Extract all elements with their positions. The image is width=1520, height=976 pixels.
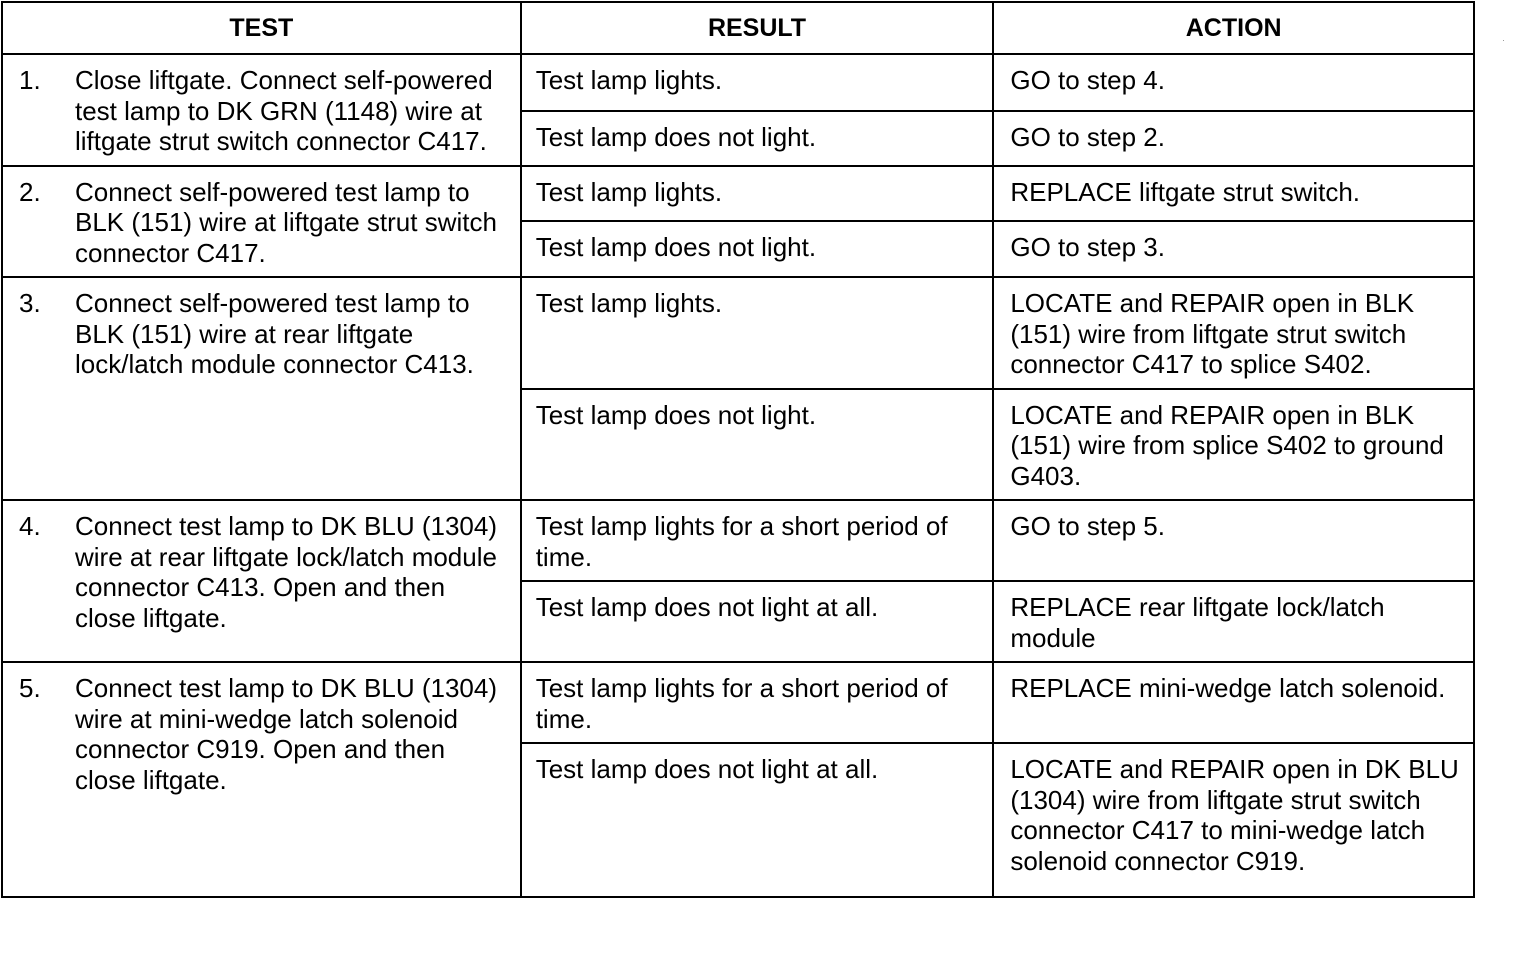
header-result: RESULT (521, 2, 994, 54)
test-cell-step-4 (2, 500, 521, 662)
header-action: ACTION (993, 2, 1474, 54)
result-cell: Test lamp lights. (521, 166, 994, 222)
result-cell: Test lamp lights for a short period of time. (521, 662, 994, 743)
result-cell: Test lamp does not light at all. (521, 743, 994, 897)
result-cell: Test lamp does not light. (521, 389, 994, 501)
scan-speck (1503, 40, 1504, 41)
table-row (2, 54, 1474, 111)
result-cell: Test lamp does not light. (521, 111, 994, 166)
header-test: TEST (2, 2, 521, 54)
action-cell: GO to step 2. (993, 111, 1474, 166)
step-number: 2. (19, 176, 41, 207)
step-test-text: Connect self-powered test lamp to BLK (151) wire at rear liftgate lock/latch module connector C413. (75, 288, 474, 379)
action-cell: GO to step 5. (993, 500, 1474, 581)
step-number: 5. (19, 673, 41, 703)
action-cell: LOCATE and REPAIR open in BLK (151) wire from liftgate strut switch connector C417 to splice S402. (993, 277, 1474, 389)
step-number: 1. (19, 65, 41, 95)
result-cell: Test lamp lights. (521, 277, 994, 389)
table-row (2, 277, 1474, 389)
test-cell-step-3 (2, 277, 521, 500)
action-cell: LOCATE and REPAIR open in BLK (151) wire from splice S402 to ground G403. (993, 389, 1474, 501)
table-row (2, 166, 1474, 222)
step-test-text: Connect test lamp to DK BLU (1304) wire at rear liftgate lock/latch module connector C413. Open and then close liftgate. (75, 511, 497, 633)
step-test-text: Close liftgate. Connect self-powered test lamp to DK GRN (1148) wire at liftgate strut switch connector C417. (75, 65, 493, 156)
table-row (2, 662, 1474, 743)
result-cell: Test lamp lights. (521, 54, 994, 111)
action-cell: GO to step 4. (993, 54, 1474, 111)
step-test-text: Connect self-powered test lamp to BLK (151) wire at liftgate strut switch connector C417. (75, 176, 497, 268)
test-cell-step-2 (2, 166, 521, 278)
result-cell: Test lamp does not light. (521, 221, 994, 277)
diagnostic-table (1, 1, 1475, 898)
step-number: 3. (19, 288, 41, 318)
header-row (2, 2, 1474, 54)
test-cell-step-1 (2, 54, 521, 166)
step-number: 4. (19, 511, 41, 541)
action-cell: REPLACE rear liftgate lock/latch module (993, 581, 1474, 662)
action-cell: REPLACE mini-wedge latch solenoid. (993, 662, 1474, 743)
test-cell-step-5 (2, 662, 521, 897)
action-cell: GO to step 3. (993, 221, 1474, 277)
action-cell: LOCATE and REPAIR open in DK BLU (1304) wire from liftgate strut switch connector C417 to mini-wedge latch solenoid connector C919. (993, 743, 1474, 897)
result-cell: Test lamp lights for a short period of time. (521, 500, 994, 581)
table-row (2, 500, 1474, 581)
result-cell: Test lamp does not light at all. (521, 581, 994, 662)
action-cell: REPLACE liftgate strut switch. (993, 166, 1474, 222)
step-test-text: Connect test lamp to DK BLU (1304) wire at mini-wedge latch solenoid connector C919. Open and then close liftgate. (75, 673, 497, 795)
